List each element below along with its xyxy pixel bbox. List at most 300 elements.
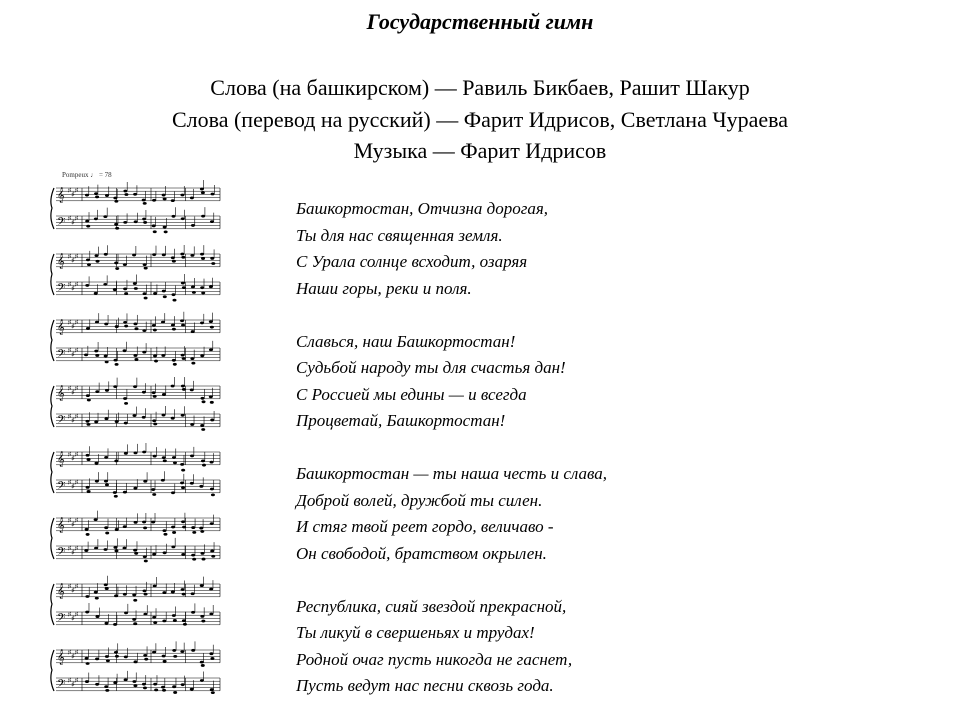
note-head [163,533,167,536]
lyric-line: Родной очаг пусть никогда не гаснет, [296,649,573,669]
note-head [162,591,166,594]
note-head [94,350,98,353]
note-head [210,657,214,660]
sharp-icon: ♯ [68,386,71,392]
note-head [134,451,138,454]
note-head [171,385,175,388]
note-head [171,526,175,529]
note-head [153,230,157,233]
treble-clef: 𝄞 [57,452,65,467]
note-head [113,385,117,388]
note-head [182,286,186,289]
sharp-icon: ♯ [71,484,75,490]
note-head [115,325,119,328]
note-head [142,451,146,454]
sharp-icon: ♯ [68,254,71,260]
note-head [153,395,157,398]
note-head [190,482,194,485]
sharp-icon: ♯ [71,286,75,292]
note-head [124,402,128,405]
verse-2 [296,329,936,435]
note-head [95,390,99,393]
credit-music: Музыка — Фарит Идрисов [353,138,607,163]
sharp-icon: ♯ [71,522,75,528]
note-head [154,688,158,691]
note-head [113,491,117,494]
note-head [124,611,128,614]
note-head [172,456,176,459]
note-head [94,192,98,195]
note-head [152,651,156,654]
note-head [142,351,146,354]
note-head [200,424,204,427]
note-head [95,462,99,465]
sharp-icon: ♯ [68,414,71,420]
note-head [190,357,194,360]
note-head [199,527,203,530]
note-head [201,552,205,555]
bass-clef: 𝄢 [57,348,66,363]
sharp-icon: ♯ [68,452,71,458]
note-head [201,620,205,623]
note-head [123,397,127,400]
credits [0,72,960,167]
note-head [200,286,204,289]
lyric-line: С Урала солнце всходит, озаряя [296,252,528,271]
note-head [209,652,213,655]
note-head [115,528,119,531]
sharp-icon: ♯ [75,320,78,326]
note-head [211,691,215,694]
note-head [152,253,156,256]
sharp-icon: ♯ [68,348,71,354]
sharp-icon: ♯ [75,216,78,222]
sharp-icon: ♯ [75,678,78,684]
note-head [114,549,118,552]
sharp-icon: ♯ [68,584,71,590]
note-head [143,687,147,690]
note-head [200,530,204,533]
note-head [191,554,195,557]
note-head [162,689,166,692]
note-head [95,480,99,483]
note-head [134,521,138,524]
note-head [103,215,107,218]
brace [51,584,54,625]
note-head [132,414,136,417]
note-head [211,555,215,558]
lyric-line: Пусть ведут нас песни сквозь года. [296,676,554,695]
brace [51,518,54,559]
note-head [191,649,195,652]
note-head [142,416,146,419]
note-head [201,428,205,431]
note-head [85,595,89,598]
sharp-icon: ♯ [75,386,78,392]
bass-clef: 𝄢 [57,546,66,561]
note-head [152,324,156,327]
note-head [133,599,137,602]
sharp-icon: ♯ [68,546,71,552]
sharp-icon: ♯ [71,456,75,462]
note-head [171,545,175,548]
sharp-icon: ♯ [71,352,75,358]
sharp-icon: ♯ [71,550,75,556]
note-head [153,455,157,458]
note-head [210,257,214,260]
note-head [172,531,176,534]
note-head [95,321,99,324]
note-head [95,354,99,357]
note-head [210,326,214,329]
note-head [123,525,127,528]
note-head [180,482,184,485]
note-head [114,359,118,362]
note-head [143,654,147,657]
note-head [113,197,117,200]
note-head [114,594,118,597]
note-head [105,360,109,363]
note-head [171,293,175,296]
note-head [113,288,117,291]
sharp-icon: ♯ [75,452,78,458]
note-head [199,485,203,488]
treble-clef: 𝄞 [57,254,65,269]
note-head [163,295,167,298]
sharp-icon: ♯ [75,584,78,590]
note-head [171,417,175,420]
note-head [162,393,166,396]
note-head [173,461,177,464]
brace [51,254,54,295]
note-head [163,551,167,554]
note-head [105,689,109,692]
lyric-line: Башкортостан — ты наша честь и слава, [296,464,608,483]
note-head [113,681,117,684]
tempo-marking: Pompeux ♩ = 78 [62,171,112,179]
note-head [134,358,138,361]
sharp-icon: ♯ [71,588,75,594]
note-head [104,355,108,358]
note-head [192,531,196,534]
note-head [191,362,195,365]
note-head [85,680,89,683]
note-head [104,548,108,551]
note-head [153,621,157,624]
note-head [95,196,99,199]
note-head [210,401,214,404]
note-head [163,459,167,462]
note-head [190,423,194,426]
treble-clef: 𝄞 [57,320,65,335]
sharp-icon: ♯ [71,682,75,688]
note-head [190,196,194,199]
note-head [134,220,138,223]
note-head [85,611,89,614]
note-head [144,658,148,661]
note-head [172,614,176,617]
note-head [133,487,137,490]
note-head [180,319,184,322]
note-head [201,215,205,218]
note-head [86,454,90,457]
note-head [163,197,167,200]
note-head [190,454,194,457]
sharp-icon: ♯ [75,650,78,656]
note-head [106,659,110,662]
verse-3 [296,461,936,567]
sharp-icon: ♯ [71,654,75,660]
sharp-icon: ♯ [71,220,75,226]
note-head [104,480,108,483]
note-head [132,254,136,257]
note-head [152,199,156,202]
note-head [104,456,108,459]
note-head [173,363,177,366]
note-head [171,591,175,594]
note-head [163,226,167,229]
note-head [190,254,194,257]
note-head [200,584,204,587]
note-head [133,323,137,326]
lyric-line: Доброй волей, дружбой ты силен. [296,490,543,510]
note-head [133,354,137,357]
note-head [142,683,146,686]
sharp-icon: ♯ [68,188,71,194]
note-head [191,330,195,333]
lyric-line: С Россией мы едины — и всегда [296,384,527,404]
sharp-icon: ♯ [75,518,78,524]
note-head [171,199,175,202]
note-head [171,256,175,259]
note-head [115,655,119,658]
note-head [133,549,137,552]
note-head [173,655,177,658]
note-head [85,528,89,531]
note-head [86,327,90,330]
brace [51,452,54,493]
note-head [181,469,185,472]
note-head [124,325,128,328]
note-head [152,224,156,227]
note-head [181,324,185,327]
brace [51,650,54,691]
note-head [124,193,128,196]
note-head [142,391,146,394]
note-head [143,263,147,266]
note-head [182,619,186,622]
note-head [200,615,204,618]
lyric-line: Судьбой народу ты для счастья дан! [296,358,566,377]
note-head [172,359,176,362]
note-head [86,662,90,665]
note-head [96,260,100,263]
note-head [181,354,185,357]
note-head [172,328,176,331]
note-head [144,593,148,596]
note-head [123,491,127,494]
note-head [181,217,185,220]
note-head [183,623,187,626]
note-head [124,292,128,295]
note-head [201,291,205,294]
treble-clef: 𝄞 [57,386,65,401]
brace [51,386,54,427]
note-head [162,456,166,459]
note-head [95,254,99,257]
note-head [142,218,146,221]
bass-clef: 𝄢 [57,612,66,627]
note-head [153,329,157,332]
note-head [172,299,176,302]
note-head [115,227,119,230]
note-head [132,618,136,621]
note-head [144,560,148,563]
note-head [86,394,90,397]
note-head [181,256,185,259]
sharp-icon: ♯ [75,414,78,420]
note-head [192,291,196,294]
note-head [134,327,138,330]
note-head [162,290,166,293]
sharp-icon: ♯ [75,254,78,260]
note-head [181,414,185,417]
note-head [123,263,127,266]
note-head [144,297,148,300]
note-head [209,320,213,323]
lyric-line: Республика, сияй звездой прекрасной, [296,596,567,616]
note-head [191,286,195,289]
note-head [123,221,127,224]
note-head [114,200,118,203]
sharp-icon: ♯ [71,192,75,198]
note-head [201,257,205,260]
note-head [94,420,98,423]
note-head [114,651,118,654]
treble-clef: 𝄞 [57,584,65,599]
note-head [105,587,109,590]
note-head [87,263,91,266]
note-head [84,549,88,552]
note-head [202,464,206,467]
note-head [172,260,176,263]
note-head [182,357,186,360]
sharp-icon: ♯ [68,678,71,684]
note-head [180,650,184,653]
note-head [143,555,147,558]
sharp-icon: ♯ [68,612,71,618]
note-head [190,688,194,691]
note-head [114,459,118,462]
note-head [211,193,215,196]
note-head [209,588,213,591]
note-head [201,397,205,400]
note-head [113,623,117,626]
note-head [132,593,136,596]
note-head [104,526,108,529]
sharp-icon: ♯ [71,390,75,396]
note-head [95,683,99,686]
note-head [164,231,168,234]
note-head [201,459,205,462]
note-head [211,262,215,265]
treble-clef: 𝄞 [57,518,65,533]
sharp-icon: ♯ [71,324,75,330]
brace [51,188,54,229]
note-head [86,225,90,228]
note-head [132,680,136,683]
note-head [86,486,90,489]
note-head [124,422,128,425]
note-head [151,521,155,524]
note-head [200,354,204,357]
note-head [162,414,166,417]
note-head [143,526,147,529]
note-head [201,191,205,194]
note-head [104,323,108,326]
note-head [153,423,157,426]
note-head [94,292,98,295]
sharp-icon: ♯ [75,480,78,486]
note-head [192,558,196,561]
note-head [181,282,185,285]
lyric-line: Наши горы, реки и поля. [296,278,472,298]
note-head [182,526,186,529]
note-head [114,262,118,265]
note-head [103,283,107,286]
note-head [202,400,206,403]
note-head [161,686,165,689]
note-head [181,520,185,523]
sharp-icon: ♯ [71,616,75,622]
note-head [87,399,91,402]
note-head [133,684,137,687]
note-head [134,660,138,663]
note-head [151,488,155,491]
note-head [210,522,214,525]
note-head [200,188,204,191]
note-head [181,385,185,388]
note-head [133,193,137,196]
note-head [173,619,177,622]
note-head [94,547,98,550]
note-head [104,253,108,256]
note-head [143,480,147,483]
note-head [105,194,109,197]
note-head [86,533,90,536]
note-head [172,685,176,688]
note-head [143,613,147,616]
sharp-icon: ♯ [75,282,78,288]
note-head [124,655,128,658]
sharp-icon: ♯ [68,320,71,326]
sharp-icon: ♯ [68,480,71,486]
note-head [95,615,99,618]
note-head [123,547,127,550]
lyrics [296,196,936,700]
note-head [162,655,166,658]
note-head [86,258,90,261]
note-head [124,452,128,455]
sharp-icon: ♯ [68,216,71,222]
note-head [190,389,194,392]
note-head [95,597,99,600]
note-head [162,619,166,622]
note-head [191,526,195,529]
sharp-icon: ♯ [75,546,78,552]
note-head [191,592,195,595]
note-head [161,354,165,357]
